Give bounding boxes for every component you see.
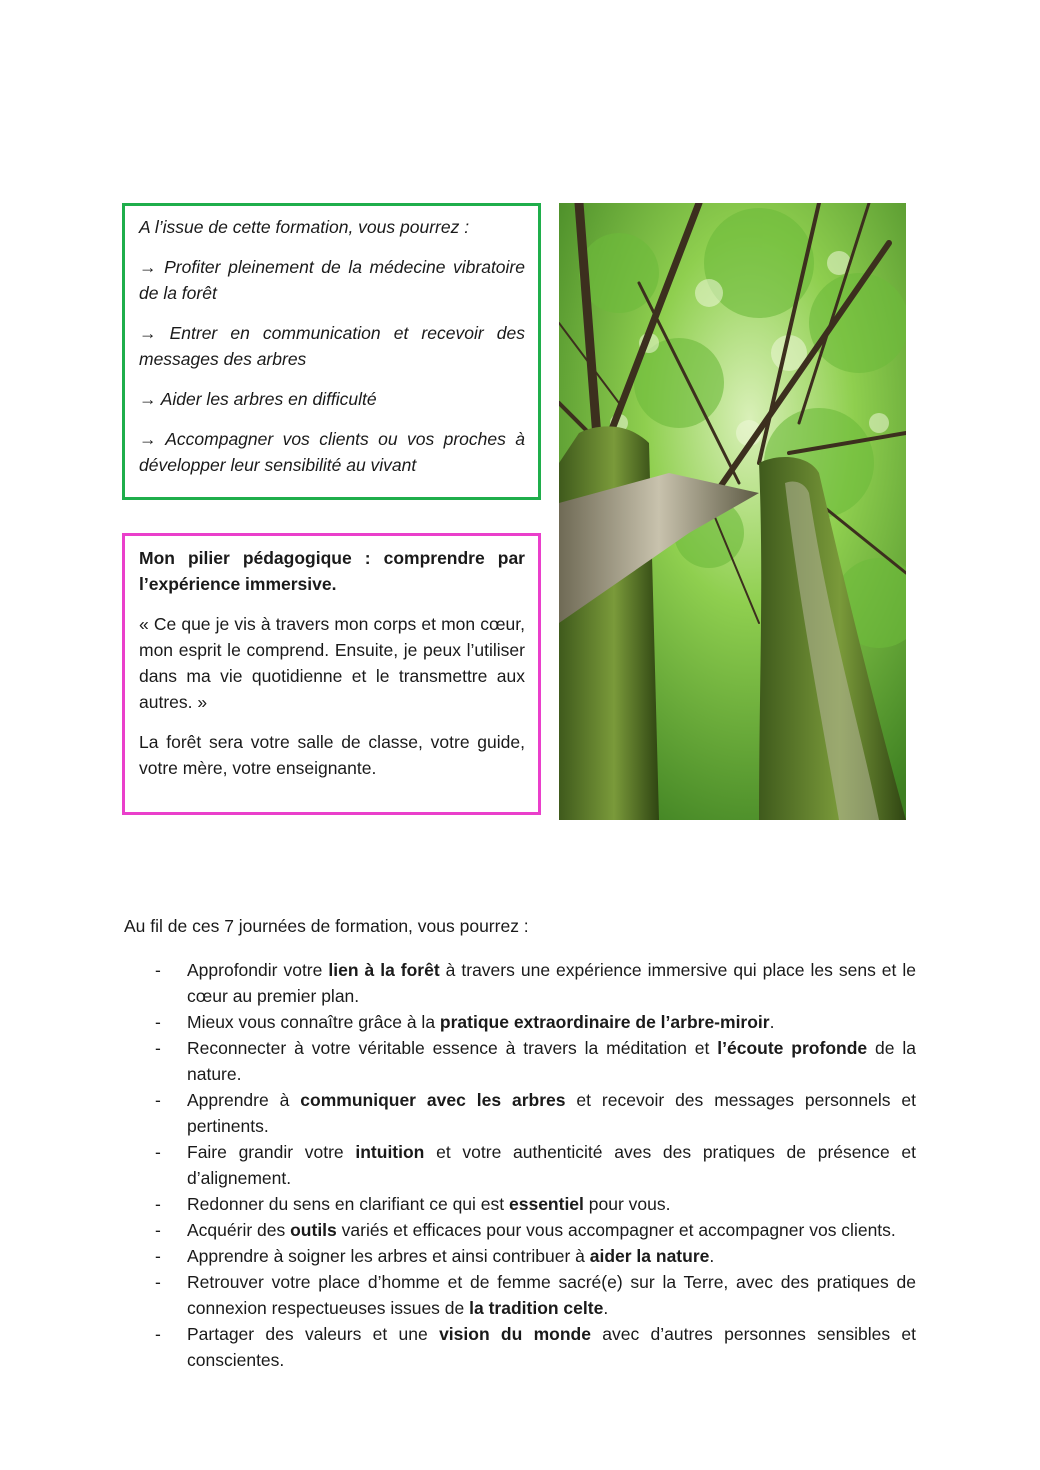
benefit-item: [124, 1139, 916, 1191]
pedagogy-closing: La forêt sera votre salle de classe, votre guide, votre mère, votre enseignante.: [139, 732, 525, 778]
benefit-text: Apprendre à soigner les arbres et ainsi contribuer à: [187, 1246, 590, 1266]
benefit-text: Retrouver votre place d’homme et de femme sacré(e) sur la Terre, avec des pratiques de connexion respectueuses issues de: [187, 1272, 916, 1318]
benefit-item: [124, 1087, 916, 1139]
benefit-highlight: pratique extraordinaire de l’arbre-miroir: [439, 1012, 770, 1032]
benefit-highlight: intuition: [355, 1142, 425, 1162]
benefit-item: [124, 1191, 916, 1217]
benefit-text: .: [769, 1012, 775, 1032]
benefit-text: variés et efficaces pour vous accompagner et accompagner vos clients.: [336, 1220, 896, 1240]
benefit-text: Redonner du sens en clarifiant ce qui est: [187, 1194, 509, 1214]
intro-text: Au fil de ces 7 journées de formation, vous pourrez :: [124, 916, 529, 936]
benefit-text: avec d’autres personnes sensibles et conscientes.: [187, 1324, 916, 1370]
benefit-item: [124, 1321, 916, 1373]
benefit-text: Faire grandir votre: [187, 1142, 356, 1162]
benefit-highlight: vision du monde: [439, 1324, 591, 1344]
benefit-text: à travers une expérience immersive qui place les sens et le cœur au premier plan.: [187, 960, 917, 1006]
benefit-text: .: [709, 1246, 715, 1266]
bullet-dash: -: [155, 1324, 161, 1344]
benefit-item: [124, 1243, 916, 1269]
benefit-highlight: communiquer avec les arbres: [300, 1090, 566, 1110]
benefit-text: et votre authenticité aves des pratiques de présence et d’alignement.: [187, 1142, 916, 1188]
benefit-text: et recevoir des messages personnels et pertinents.: [187, 1090, 916, 1136]
pedagogy-heading: Mon pilier pédagogique : comprendre par l’expérience immersive.: [139, 548, 525, 594]
bullet-dash: -: [155, 1246, 161, 1266]
benefit-text: .: [603, 1298, 609, 1318]
benefit-text: de la nature.: [187, 1038, 916, 1084]
bullet-dash: -: [155, 1194, 161, 1214]
benefit-item: [124, 957, 916, 1009]
benefit-text: Partager des valeurs et une: [187, 1324, 440, 1344]
objectives-intro: A l’issue de cette formation, vous pourrez :: [139, 217, 470, 237]
benefit-item: [124, 1217, 916, 1243]
bullet-dash: -: [155, 1038, 161, 1058]
bullet-dash: -: [155, 1142, 161, 1162]
benefit-highlight: l’écoute profonde: [717, 1038, 868, 1058]
bullet-dash: -: [155, 1012, 161, 1032]
benefits-list: [124, 957, 916, 1373]
benefit-item: [124, 1269, 916, 1321]
benefit-text: Apprendre à: [187, 1090, 301, 1110]
benefit-item: [124, 1009, 916, 1035]
bullet-dash: -: [155, 1220, 161, 1240]
pedagogy-box: [122, 533, 541, 815]
benefit-highlight: aider la nature: [589, 1246, 710, 1266]
bullet-dash: -: [155, 1272, 161, 1292]
benefit-text: pour vous.: [583, 1194, 671, 1214]
pedagogy-quote: « Ce que je vis à travers mon corps et mon cœur, mon esprit le comprend. Ensuite, je peux l’utiliser dans ma vie quotidienne et le transmettre aux autres. »: [139, 614, 525, 712]
benefit-text: Acquérir des: [187, 1220, 291, 1240]
bullet-dash: -: [155, 960, 161, 980]
benefit-highlight: lien à la forêt: [328, 960, 440, 980]
objectives-box: [122, 203, 541, 500]
benefit-highlight: essentiel: [509, 1194, 584, 1214]
forest-canopy-photo: [559, 203, 906, 820]
benefit-text: Mieux vous connaître grâce à la: [187, 1012, 440, 1032]
bullet-dash: -: [155, 1090, 161, 1110]
benefit-item: [124, 1035, 916, 1087]
objective-item: → Aider les arbres en difficulté: [139, 389, 377, 409]
benefit-highlight: outils: [290, 1220, 337, 1240]
objective-item: → Entrer en communication et recevoir des messages des arbres: [139, 323, 525, 369]
benefit-text: Approfondir votre: [187, 960, 329, 980]
objective-item: → Profiter pleinement de la médecine vibratoire de la forêt: [139, 257, 525, 303]
benefit-highlight: la tradition celte: [469, 1298, 604, 1318]
benefit-text: Reconnecter à votre véritable essence à travers la méditation et: [187, 1038, 718, 1058]
objective-item: → Accompagner vos clients ou vos proches à développer leur sensibilité au vivant: [139, 429, 525, 475]
